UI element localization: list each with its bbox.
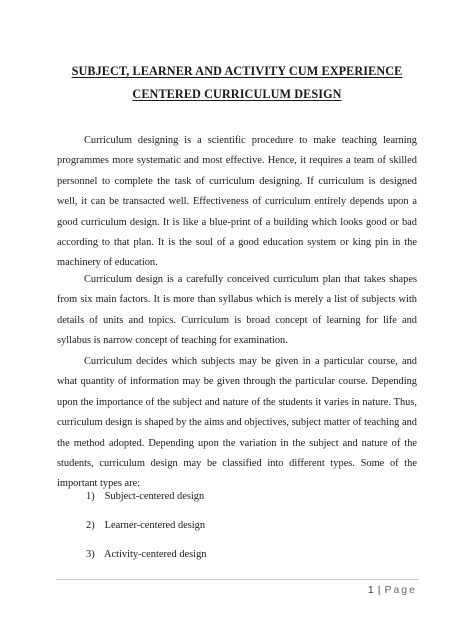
list-item-text: Learner-centered design [104,520,206,531]
list-item-subject-centered [86,490,204,504]
page-footer [368,584,417,596]
list-item-number: 3) [86,549,95,560]
paragraph-2: Curriculum design is a carefully conceived curriculum plan that takes shapes from six main factors. It is more than syllabus which is merely a list of subjects with details of units and topics. Curriculum is broad concept of learning for life and syllabus is narrow concept of teaching for examination. [57,274,417,347]
document-title-line-1: SUBJECT, LEARNER AND ACTIVITY CUM EXPERIENCE [71,64,403,78]
list-item-text: Subject-centered design [104,491,205,502]
page-label: Page [384,584,417,596]
list-item-number: 1) [86,491,95,502]
list-item-learner-centered [86,519,205,533]
page-number: 1 [367,584,374,596]
paragraph-1: Curriculum designing is a scientific procedure to make teaching learning programmes more systematic and most effective. Hence, it requires a team of skilled personnel to complete the task of curriculum designing. If curriculum is designed well, it can be transacted well. Effectiveness of curriculum entirely depends upon a good curriculum design. It is like a blue-print of a building which looks good or bad according to that plan. It is the soul of a good education system or king pin in the machinery of education. [57,135,417,269]
paragraph-3: Curriculum decides which subjects may be given in a particular course, and what quantity of information may be given through the particular course. Depending upon the importance of the subject and nature of the students it varies in nature. Thus, curriculum design is shaped by the aims and objectives, subject matter of teaching and the method adopted. Depending upon the variation in the subject and nature of the students, curriculum design may be classified into different types. Some of the important types are: [57,356,417,490]
document-title-line-2: CENTERED CURRICULUM DESIGN [132,87,342,101]
footer-separator: | [377,584,381,596]
list-item-number: 2) [86,520,95,531]
list-item-activity-centered [86,548,206,562]
footer-divider [56,579,418,580]
list-item-text: Activity-centered design [104,549,207,560]
